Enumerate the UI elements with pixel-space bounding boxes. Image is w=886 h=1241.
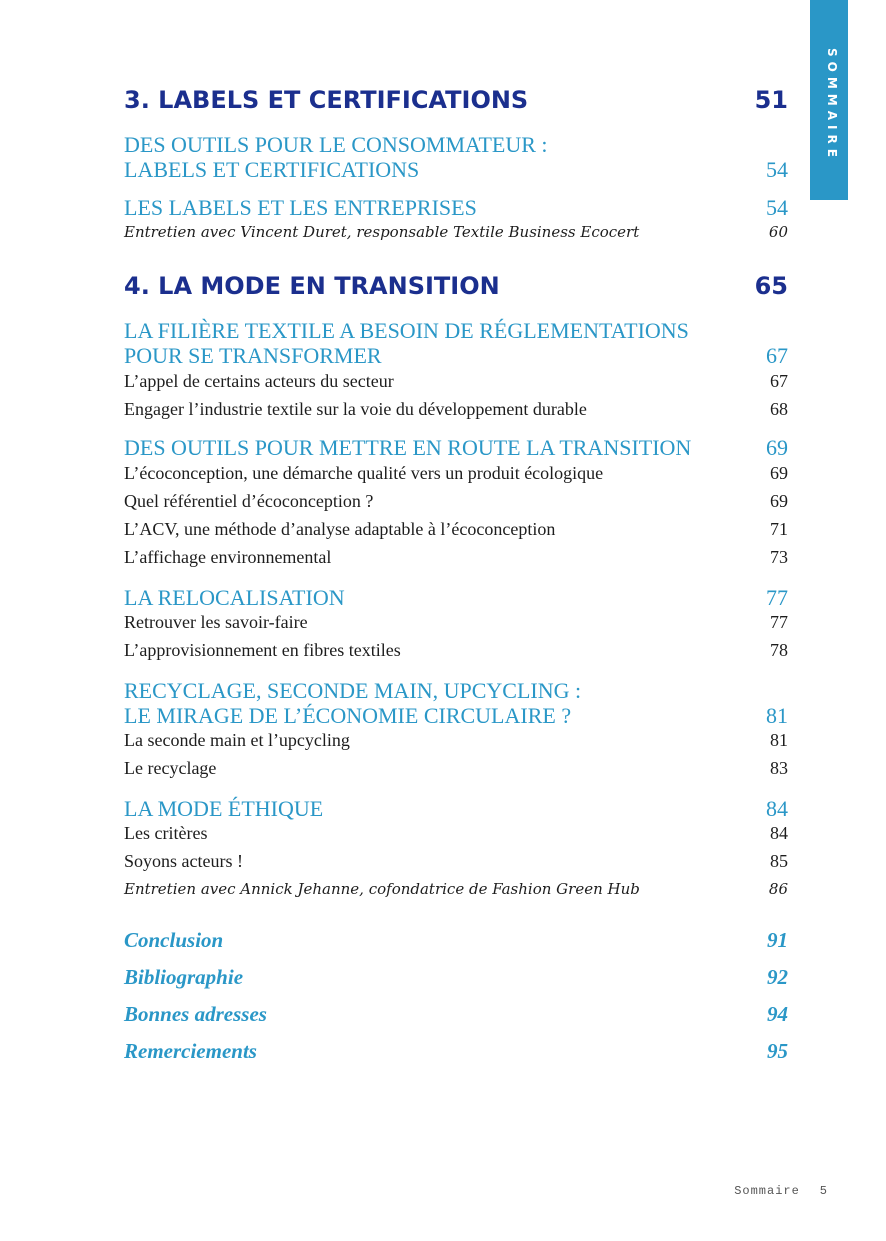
toc-subsection-title: Soyons acteurs !	[124, 851, 243, 871]
toc-section-reglementations[interactable]	[124, 318, 788, 368]
toc-subsection-title: L’appel de certains acteurs du secteur	[124, 371, 394, 391]
toc-page-number: 71	[770, 519, 788, 539]
toc-section-transition[interactable]	[124, 435, 788, 460]
toc-subsection-title: Quel référentiel d’écoconception ?	[124, 491, 374, 511]
toc-page-number: 95	[767, 1039, 788, 1063]
toc-chapter-title: 3. LABELS ET CERTIFICATIONS	[124, 86, 529, 114]
toc-section-relocalisation[interactable]	[124, 585, 788, 610]
toc-annexe-title: Remerciements	[124, 1039, 257, 1063]
toc-page-number: 69	[766, 435, 788, 460]
toc-section-title-line1: DES OUTILS POUR LE CONSOMMATEUR :	[124, 132, 548, 157]
toc-page-number: 81	[770, 730, 788, 750]
toc-page-number: 78	[770, 640, 788, 660]
toc-annexe-title: Bibliographie	[124, 965, 244, 989]
toc-interview-vincent-duret[interactable]	[124, 222, 788, 242]
toc-subsection-title: Le recyclage	[124, 758, 217, 778]
toc-subsection-title: L’ACV, une méthode d’analyse adaptable à l’écoconception	[124, 519, 556, 539]
toc-page-number: 73	[770, 547, 788, 567]
toc-chapter-3[interactable]	[124, 86, 788, 114]
toc-interview-title: Entretien avec Annick Jehanne, cofondatrice de Fashion Green Hub	[124, 880, 640, 898]
toc-subsection-title: L’approvisionnement en fibres textiles	[124, 640, 401, 660]
toc-page-number: 65	[754, 272, 788, 300]
toc-subsection-title: Les critères	[124, 823, 208, 843]
toc-subsection[interactable]	[124, 729, 788, 751]
toc-page-number: 84	[766, 796, 788, 821]
toc-page-number: 67	[766, 343, 788, 368]
toc-page-number: 60	[768, 223, 788, 241]
toc-section-labels-entreprises[interactable]	[124, 195, 788, 220]
toc-section-title: LA MODE ÉTHIQUE	[124, 796, 324, 821]
toc-section-title: LA RELOCALISATION	[124, 585, 345, 610]
toc-page-number: 81	[766, 703, 788, 728]
toc-subsection-title: L’affichage environnemental	[124, 547, 332, 567]
toc-page-number: 85	[770, 851, 788, 871]
toc-section-mode-ethique[interactable]	[124, 796, 788, 821]
toc-page-number: 92	[767, 965, 788, 989]
toc-subsection-title: Retrouver les savoir-faire	[124, 612, 308, 632]
footer-label: Sommaire	[734, 1184, 800, 1198]
toc-section-title: LES LABELS ET LES ENTREPRISES	[124, 195, 477, 220]
toc-subsection[interactable]	[124, 611, 788, 633]
toc-page-number: 77	[770, 612, 788, 632]
toc-annexe-title: Bonnes adresses	[124, 1002, 267, 1026]
toc-section-title-line2: POUR SE TRANSFORMER	[124, 343, 382, 368]
toc-page-number: 54	[766, 195, 788, 220]
footer-page-number: 5	[819, 1184, 828, 1198]
toc-subsection[interactable]	[124, 757, 788, 779]
toc-page-number: 94	[767, 1002, 788, 1026]
toc-subsection[interactable]	[124, 518, 788, 540]
toc-section-title-line1: RECYCLAGE, SECONDE MAIN, UPCYCLING :	[124, 678, 582, 703]
toc-annexe-bibliographie[interactable]	[124, 965, 788, 989]
toc-page-number: 68	[770, 399, 788, 419]
toc-section-title: DES OUTILS POUR METTRE EN ROUTE LA TRANSITION	[124, 435, 692, 460]
toc-interview-title: Entretien avec Vincent Duret, responsable Textile Business Ecocert	[124, 223, 640, 241]
toc-section-title-line2: LE MIRAGE DE L’ÉCONOMIE CIRCULAIRE ?	[124, 703, 572, 728]
page-footer	[734, 1184, 828, 1198]
toc-subsection[interactable]	[124, 822, 788, 844]
toc-annexe-title: Conclusion	[124, 928, 224, 952]
toc-subsection[interactable]	[124, 462, 788, 484]
toc-annexe-conclusion[interactable]	[124, 928, 788, 952]
toc-subsection-title: La seconde main et l’upcycling	[124, 730, 350, 750]
toc-page-number: 86	[768, 880, 788, 898]
toc-chapter-4[interactable]	[124, 272, 788, 300]
toc-page-number: 69	[770, 463, 788, 483]
toc-section-title-line1: LA FILIÈRE TEXTILE A BESOIN DE RÉGLEMENTATIONS	[124, 318, 689, 343]
toc-page-number: 84	[770, 823, 788, 843]
toc-section-title-line2: LABELS ET CERTIFICATIONS	[124, 157, 420, 182]
toc-page-number: 67	[770, 371, 788, 391]
toc-page-number: 69	[770, 491, 788, 511]
toc-subsection[interactable]	[124, 370, 788, 392]
toc-subsection[interactable]	[124, 639, 788, 661]
toc-subsection[interactable]	[124, 398, 788, 420]
toc-page-number: 77	[766, 585, 788, 610]
toc-section-outils-consommateur[interactable]	[124, 132, 788, 182]
toc-subsection[interactable]	[124, 490, 788, 512]
toc-interview-annick-jehanne[interactable]	[124, 879, 788, 899]
toc-subsection[interactable]	[124, 850, 788, 872]
toc-page-number: 51	[754, 86, 788, 114]
toc-page-number: 54	[766, 157, 788, 182]
toc-annexe-remerciements[interactable]	[124, 1039, 788, 1063]
toc-subsection-title: L’écoconception, une démarche qualité vers un produit écologique	[124, 463, 604, 483]
toc-subsection[interactable]	[124, 546, 788, 568]
toc-annexe-bonnes-adresses[interactable]	[124, 1002, 788, 1026]
toc-page-number: 83	[770, 758, 788, 778]
toc-chapter-title: 4. LA MODE EN TRANSITION	[124, 272, 500, 300]
toc-section-recyclage[interactable]	[124, 678, 788, 728]
sommaire-tab-label: SOMMAIRE	[825, 48, 839, 162]
toc-page-number: 91	[767, 928, 788, 952]
toc-subsection-title: Engager l’industrie textile sur la voie du développement durable	[124, 399, 587, 419]
